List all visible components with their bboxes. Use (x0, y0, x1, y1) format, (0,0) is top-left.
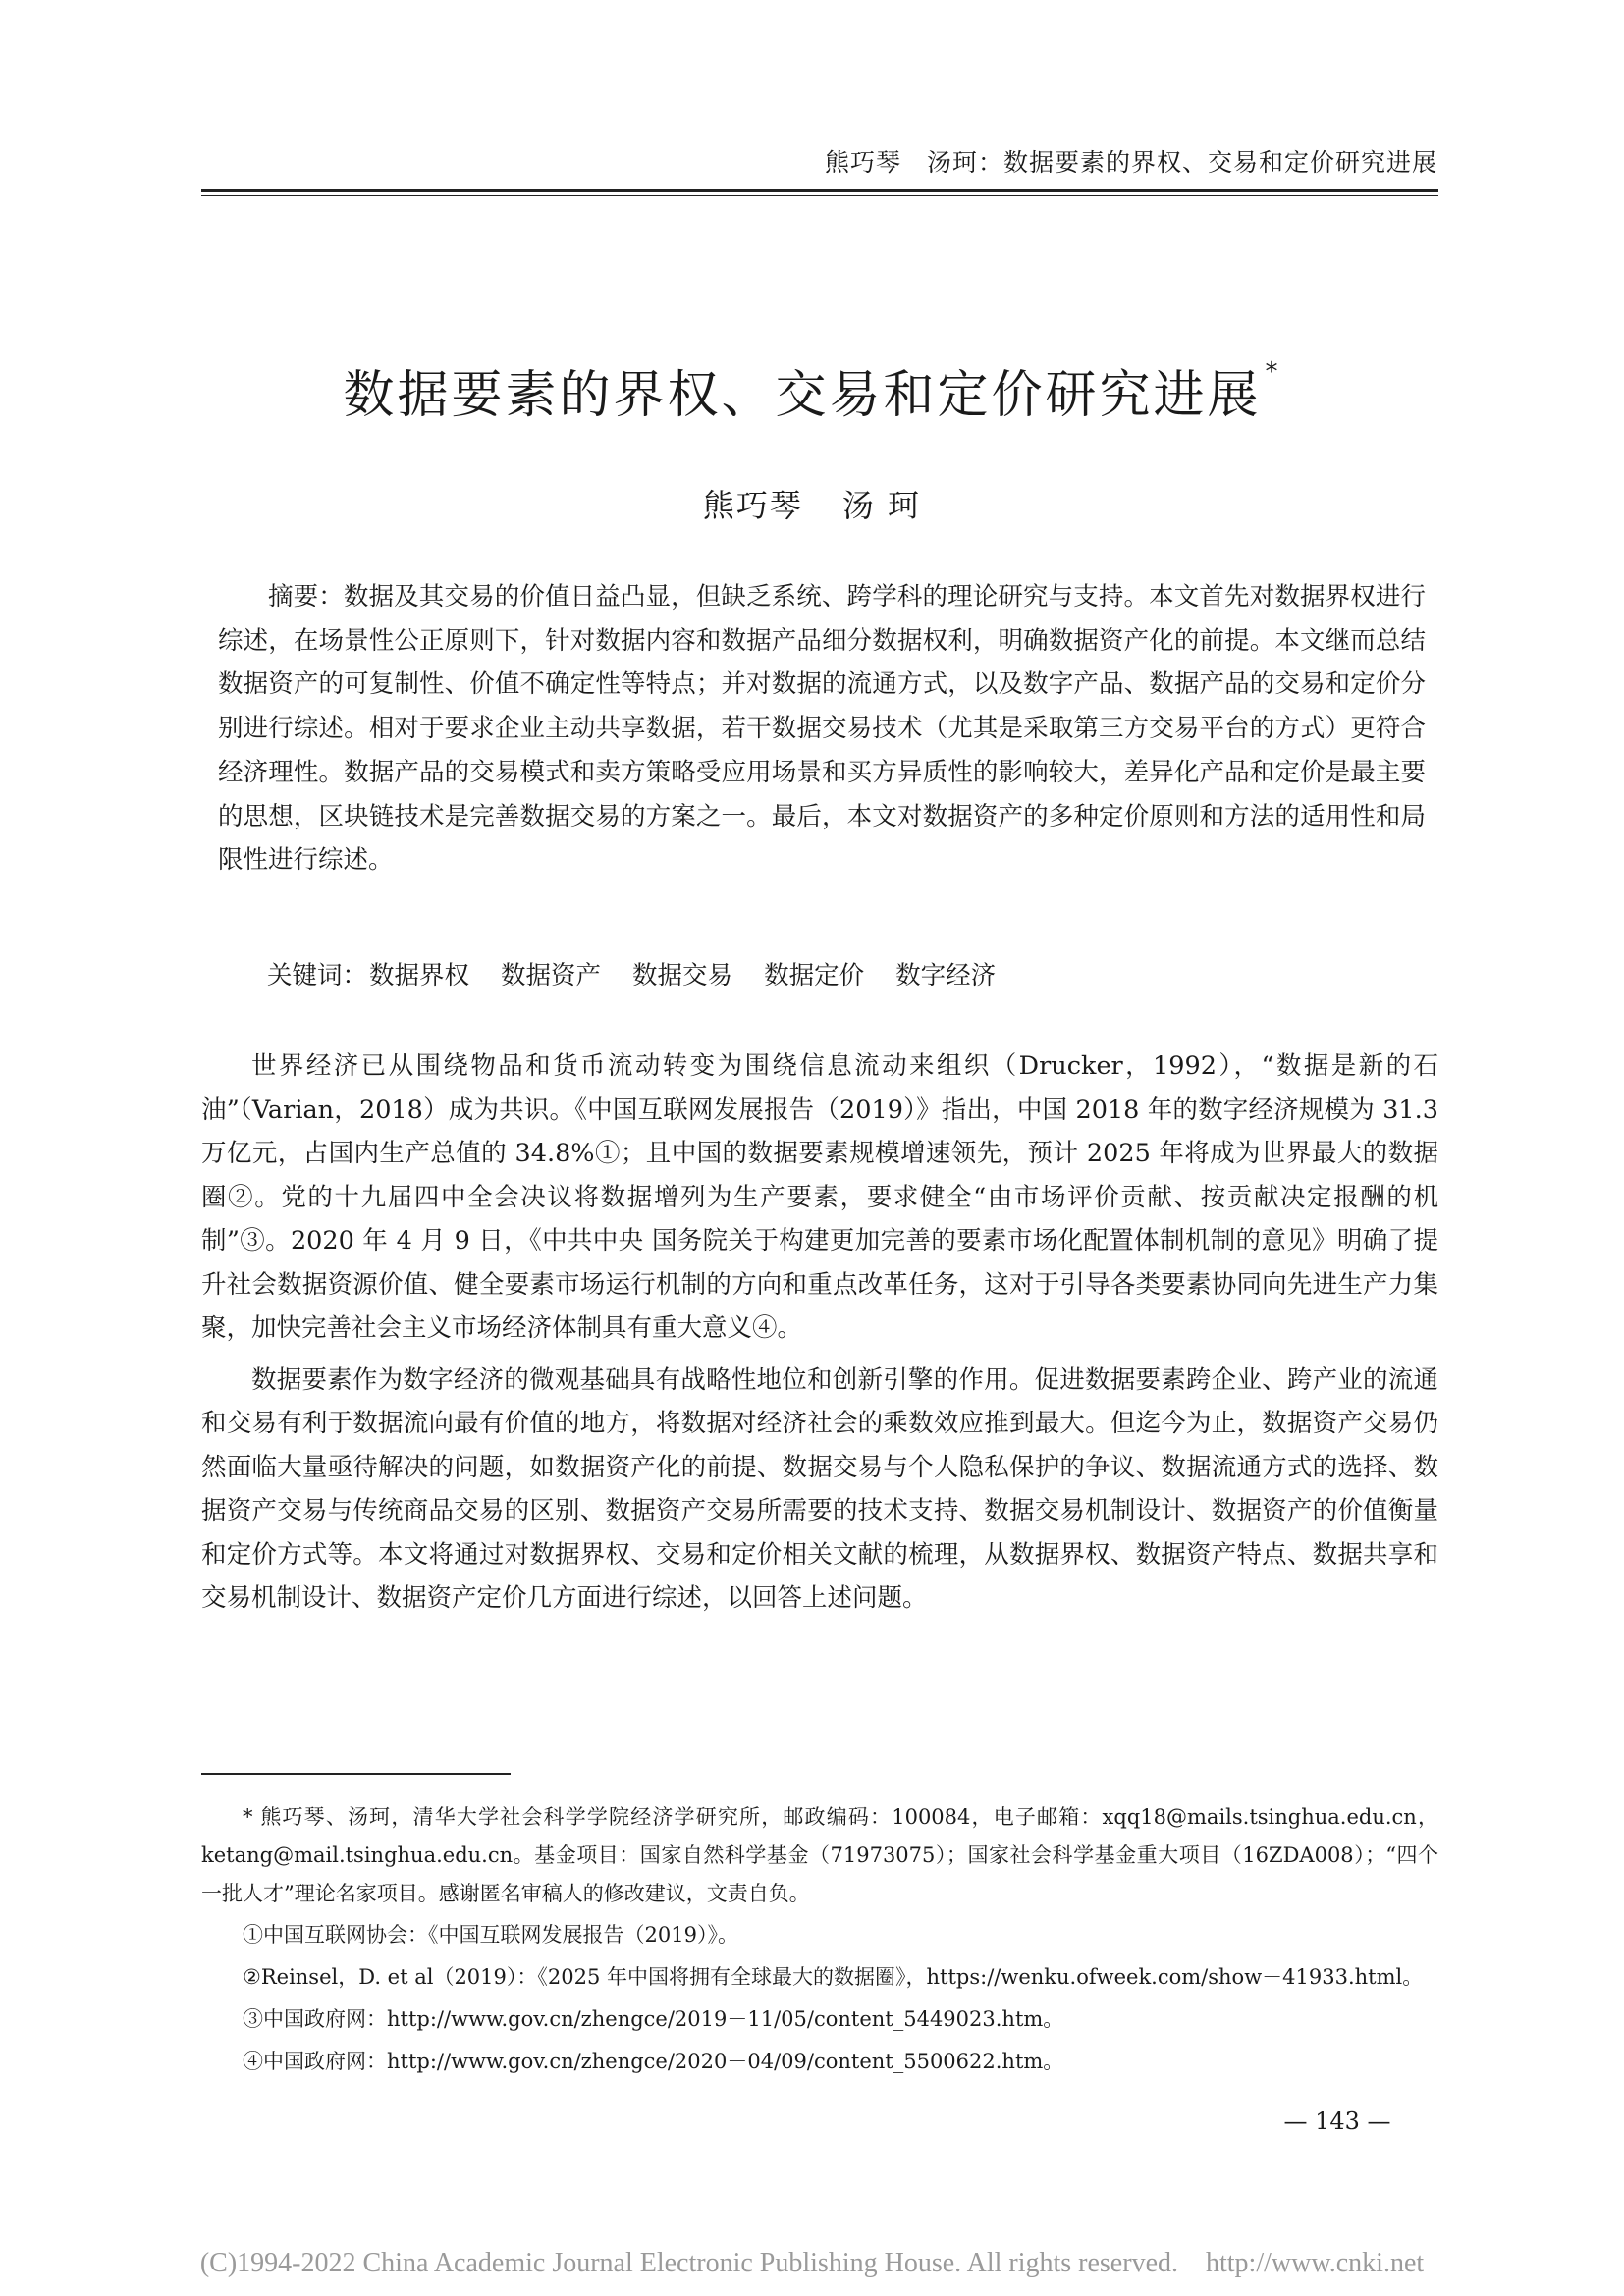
copyright-notice: (C)1994-2022 China Academic Journal Electronic Publishing House. All rights reserved. (199, 2248, 1178, 2278)
footnote-item[interactable]: ②Reinsel，D. et al（2019）：《2025 年中国将拥有全球最大的数据圈》，https://wenku.ofweek.com/show－41933.html。 (243, 1965, 1424, 1990)
title-note-mark[interactable]: * (1265, 357, 1281, 387)
keyword: 数字经济 (895, 961, 997, 990)
header-rule-thin (201, 195, 1438, 196)
title-text: 数据要素的界权、交易和定价研究进展 (343, 366, 1262, 425)
body-paragraph: 世界经济已从围绕物品和货币流动转变为围绕信息流动来组织（Drucker，1992），“数据是新的石油”（Varian，2018）成为共识。《中国互联网发展报告（2019）》指出，中国 2018 年的数字经济规模为 31.3 万亿元，占国内生产总值的 34.8%①；且中国的数据要素规模增速领先，预计 2025 年将成为世界最大的数据圈②。党的十九届四中全会决议将数据增列为生产要素，要求健全“由市场评价贡献、按贡献决定报酬的机制”③。2020 年 4 月 9 日，《中共中央 国务院关于构建更加完善的要素市场化配置体制机制的意见》明确了提升社会数据资源价值、健全要素市场运行机制的方向和重点改革任务，这对于引导各类要素协同向先进生产力集聚，加快完善社会主义市场经济体制具有重大意义④。 (201, 1051, 1438, 1343)
keyword: 数据交易 (632, 961, 733, 990)
footnote-author-info: * 熊巧琴、汤珂，清华大学社会科学学院经济学研究所，邮政编码：100084，电子邮箱：xqq18@mails.tsinghua.edu.cn，ketang@mail.tsinghua.edu.cn。基金项目：国家自然科学基金（71973075）；国家社会科学基金重大项目（16ZDA008）；“四个一批人才”理论名家项目。感谢匿名审稿人的修改建议，文责自负。 (201, 1805, 1438, 1905)
running-head: 熊巧琴 汤珂：数据要素的界权、交易和定价研究进展 (824, 148, 1437, 177)
keywords-label: 关键词： (267, 961, 368, 990)
authors (0, 481, 1624, 526)
body-text (201, 1044, 1438, 1629)
article-title (0, 353, 1624, 427)
abstract: 摘要：数据及其交易的价值日益凸显，但缺乏系统、跨学科的理论研究与支持。本文首先对数据界权进行综述，在场景性公正原则下，针对数据内容和数据产品细分数据权利，明确数据资产化的前提。本文继而总结数据资产的可复制性、价值不确定性等特点；并对数据的流通方式，以及数字产品、数据产品的交易和定价分别进行综述。相对于要求企业主动共享数据，若干数据交易技术（尤其是采取第三方交易平台的方式）更符合经济理性。数据产品的交易模式和卖方策略受应用场景和买方异质性的影响较大，差异化产品和定价是最主要的思想，区块链技术是完善数据交易的方案之一。最后，本文对数据资产的多种定价原则和方法的适用性和局限性进行综述。 (218, 582, 1426, 876)
copyright-line (0, 2248, 1624, 2279)
keywords (267, 954, 996, 997)
header-rule-thick (201, 189, 1438, 192)
keyword: 数据资产 (501, 961, 602, 990)
footnote-item[interactable]: ④中国政府网：http://www.gov.cn/zhengce/2020－04/09/content_5500622.htm。 (243, 2049, 1064, 2073)
footnote-item: ①中国互联网协会：《中国互联网发展报告（2019）》。 (243, 1923, 738, 1948)
footnote-item[interactable]: ③中国政府网：http://www.gov.cn/zhengce/2019－11/05/content_5449023.htm。 (243, 2006, 1064, 2031)
copyright-url[interactable]: http://www.cnki.net (1206, 2248, 1425, 2278)
author-2: 汤 珂 (841, 487, 922, 524)
author-1: 熊巧琴 (702, 487, 803, 524)
footnote-rule (201, 1773, 511, 1775)
keyword: 数据界权 (369, 961, 470, 990)
body-paragraph: 数据要素作为数字经济的微观基础具有战略性地位和创新引擎的作用。促进数据要素跨企业、跨产业的流通和交易有利于数据流向最有价值的地方，将数据对经济社会的乘数效应推到最大。但迄今为止，数据资产交易仍然面临大量亟待解决的问题，如数据资产化的前提、数据交易与个人隐私保护的争议、数据流通方式的选择、数据资产交易与传统商品交易的区别、数据资产交易所需要的技术支持、数据交易机制设计、数据资产的价值衡量和定价方式等。本文将通过对数据界权、交易和定价相关文献的梳理，从数据界权、数据资产特点、数据共享和交易机制设计、数据资产定价几方面进行综述，以回答上述问题。 (201, 1364, 1438, 1613)
page-number: — 143 — (1283, 2108, 1391, 2135)
footnotes (201, 1798, 1438, 2085)
keyword: 数据定价 (764, 961, 865, 990)
